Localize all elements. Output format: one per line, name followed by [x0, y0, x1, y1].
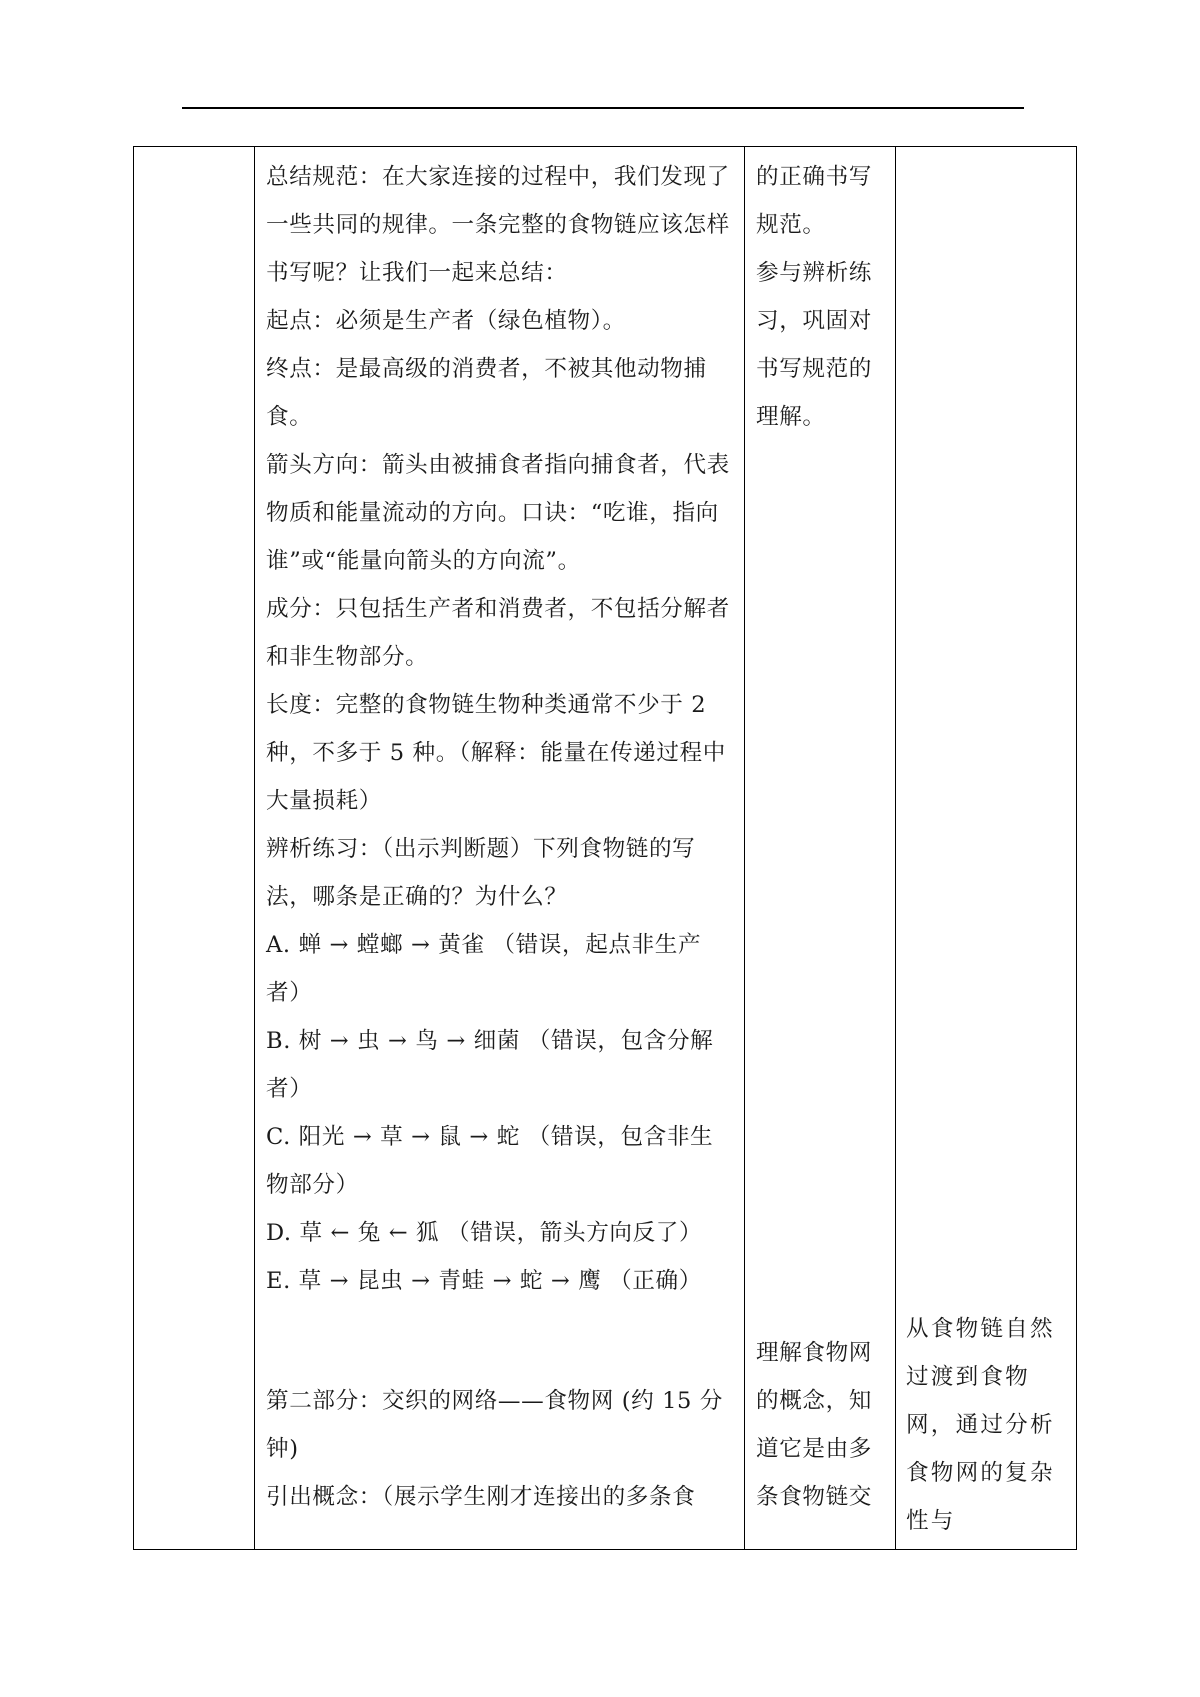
rule-arrow-direction: 箭头方向：箭头由被捕食者指向捕食者，代表物质和能量流动的方向。口诀：“吃谁，指向谁”或“能量向箭头的方向流”。 — [266, 452, 730, 574]
column-divider — [895, 147, 896, 1549]
rule-start-point: 起点：必须是生产者（绿色植物）。 — [266, 308, 626, 334]
part-two-title: 第二部分：交织的网络——食物网 (约 15 分钟) — [266, 1388, 724, 1462]
rule-end-point: 终点：是最高级的消费者，不被其他动物捕食。 — [266, 356, 707, 430]
rule-composition: 成分：只包括生产者和消费者，不包括分解者和非生物部分。 — [266, 596, 730, 670]
column-divider — [744, 147, 745, 1549]
exercise-option-b: B. 树 → 虫 → 鸟 → 细菌 （错误，包含分解者） — [266, 1028, 714, 1102]
lesson-plan-table — [133, 146, 1077, 1550]
design-intent-transition: 从食物链自然过渡到食物网，通过分析食物网的复杂性与 — [906, 1316, 1055, 1534]
exercise-option-a: A. 蝉 → 螳螂 → 黄雀 （错误，起点非生产者） — [266, 932, 702, 1006]
column-divider — [254, 147, 255, 1549]
exercise-option-c: C. 阳光 → 草 → 鼠 → 蛇 （错误，包含非生物部分） — [266, 1124, 714, 1198]
concept-intro: 引出概念：（展示学生刚才连接出的多条食 — [266, 1484, 696, 1510]
rule-length: 长度：完整的食物链生物种类通常不少于 2 种，不多于 5 种。（解释：能量在传递过程中大量损耗） — [266, 692, 726, 814]
summary-paragraph: 总结规范：在大家连接的过程中，我们发现了一些共同的规律。一条完整的食物链应该怎样书写呢？让我们一起来总结： — [266, 164, 730, 286]
exercise-option-d: D. 草 ← 兔 ← 狐 （错误，箭头方向反了） — [266, 1220, 703, 1246]
student-writing-norm: 的正确书写规范。 — [756, 164, 872, 238]
exercise-option-e: E. 草 → 昆虫 → 青蛙 → 蛇 → 鹰 （正确） — [266, 1268, 702, 1294]
student-food-web: 理解食物网的概念，知道它是由多条食物链交 — [756, 1340, 872, 1510]
student-exercise: 参与辨析练习，巩固对书写规范的理解。 — [756, 260, 872, 430]
exercise-intro: 辨析练习：（出示判断题）下列食物链的写法，哪条是正确的？为什么？ — [266, 836, 696, 910]
header-rule — [182, 107, 1024, 109]
